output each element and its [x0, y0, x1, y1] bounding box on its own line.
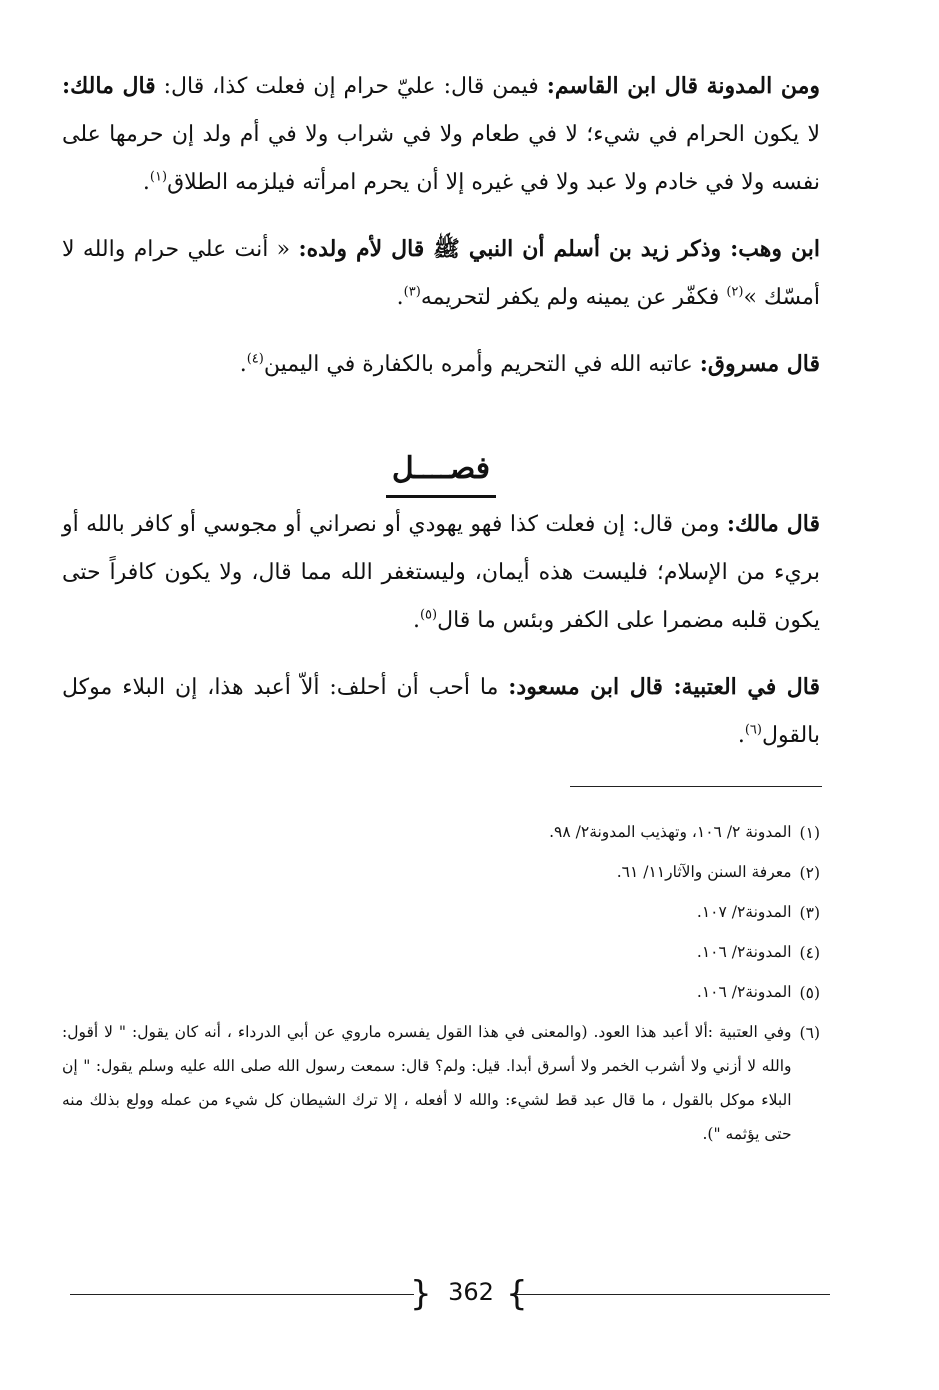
left-bracket: { — [410, 1274, 432, 1314]
footnote-number: (١) — [799, 824, 820, 842]
footnote-item — [62, 935, 820, 971]
paragraph-ibn-wahb: ابن وهب: وذكر زيد بن أسلم أن النبي ﷺ قال لأم ولده: « أنت علي حرام والله لا أمسّك »$^{(٢)}$ فكفّر عن يمينه ولم يكفر لتحريمه$^{(٣)}$. — [62, 236, 820, 310]
paragraph-mudawwana: ومن المدونة قال ابن القاسم: فيمن قال: عليّ حرام إن فعلت كذا، قال: قال مالك: لا يكون الحرام في شيء؛ لا في طعام ولا في شراب ولا في أم ولد إن حرمها على نفسه ولا في خادم ولا عبد ولا في غيره إلا أن يحرم امرأته فيلزمه الطلاق$^{(١)}$. — [62, 73, 820, 195]
paragraph-utbiyya: قال في العتبية: قال ابن مسعود: ما أحب أن أحلف: ألاّ أعبد هذا، إن البلاء موكل بالقول$^{(٦)}$. — [62, 674, 820, 748]
paragraph-text: « أنت علي حرام والله لا أمسّك » — [62, 237, 820, 310]
footnote-item — [62, 1015, 820, 1151]
footer-rule — [70, 1294, 414, 1295]
paragraph-text: فيمن قال: عليّ حرام إن فعلت كذا، قال: — [155, 74, 547, 99]
footnote-number: (٦) — [799, 1024, 820, 1042]
footer-rule — [514, 1294, 830, 1295]
speaker-label: قال مالك: — [62, 73, 156, 99]
footnote-ref[interactable]: (٥) — [419, 607, 438, 623]
footnote-ref[interactable]: (١) — [149, 169, 168, 185]
footnote-number: (٥) — [799, 984, 820, 1002]
page-footer — [70, 1274, 830, 1314]
footnote-number: (٣) — [799, 904, 820, 922]
footnote-text: المدونة٢/ ١٠٦. — [696, 983, 792, 1001]
speaker-label: ابن وهب: وذكر زيد بن أسلم أن النبي ﷺ قال لأم ولده: — [298, 236, 820, 262]
footnote-text: وفي العتبية :ألا أعبد هذا العود. (والمعنى في هذا القول يفسره ماروي عن أبي الدرداء ، أنه كان يقول: " لا أقول: والله لا أزني ولا أشرب الخمر ولا أسرق أبدا. قيل: ولم؟ قال: سمعت رسول الله صلى الله عليه وسلم يقول: " إن البلاء موكل بالقول ، ما قال عبد قط لشيء: والله لا أفعله ، إلا ترك الشيطان كل شيء من عمله وولع بذلك منه حتى يؤثمه "). — [62, 1023, 792, 1143]
paragraph-text: ما أحب أن أحلف: ألاّ أعبد هذا، إن البلاء موكل بالقول — [62, 675, 820, 748]
main-text — [62, 62, 820, 778]
footnote-item — [62, 815, 820, 851]
paragraph-text: لا يكون الحرام في شيء؛ لا في طعام ولا في شراب ولا في أم ولد إن حرمها على نفسه ولا في خادم ولا عبد ولا في غيره إلا أن يحرم امرأته فيلزمه الطلاق — [62, 122, 820, 195]
footnote-ref[interactable]: (٦) — [744, 722, 762, 738]
footnote-text: المدونة ٢/ ١٠٦، وتهذيب المدونة٢/ ٩٨. — [549, 823, 792, 841]
footnote-number: (٤) — [799, 944, 820, 962]
footnote-item — [62, 975, 820, 1011]
speaker-label: قال مالك: — [726, 511, 820, 537]
section-heading: فصــــل — [62, 445, 820, 498]
footnotes — [62, 815, 820, 1155]
page-number: 362 — [448, 1278, 494, 1306]
paragraph-text: فكفّر عن يمينه ولم يكفر لتحريمه — [420, 285, 727, 310]
speaker-label: قال في العتبية: قال ابن مسعود: — [508, 674, 820, 700]
footnote-text: معرفة السنن والآثار١١/ ٦١. — [616, 863, 792, 881]
footnote-separator — [570, 786, 822, 787]
paragraph-masruq: قال مسروق: عاتبه الله في التحريم وأمره بالكفارة في اليمين$^{(٤)}$. — [239, 351, 820, 377]
footnote-ref[interactable]: (٣) — [403, 284, 421, 300]
footnote-number: (٢) — [799, 864, 820, 882]
paragraph-malik: قال مالك: ومن قال: إن فعلت كذا فهو يهودي أو نصراني أو مجوسي أو كافر بالله أو بريء من الإسلام؛ فليست هذه أيمان، وليستغفر الله مما قال، ولا يكون كافراً حتى يكون قلبه مضمرا على الكفر وبئس ما قال$^{(٥)}$. — [62, 511, 820, 633]
footnote-item — [62, 895, 820, 931]
footnote-ref[interactable]: (٤) — [246, 351, 264, 367]
speaker-label: قال مسروق: — [699, 351, 820, 377]
paragraph-text: عاتبه الله في التحريم وأمره بالكفارة في اليمين — [263, 352, 700, 377]
footnote-item — [62, 855, 820, 891]
speaker-label: ومن المدونة قال ابن القاسم: — [546, 73, 820, 99]
footnote-text: المدونة٢/ ١٠٦. — [696, 943, 792, 961]
footnote-text: المدونة٢/ ١٠٧. — [696, 903, 792, 921]
paragraph-text: ومن قال: إن فعلت كذا فهو يهودي أو نصراني أو مجوسي أو كافر بالله أو بريء من الإسلام؛ فليست هذه أيمان، وليستغفر الله مما قال، ولا يكون كافراً حتى يكون قلبه مضمرا على الكفر وبئس ما قال — [62, 512, 820, 633]
right-bracket: } — [506, 1274, 528, 1314]
footnote-ref[interactable]: (٢) — [726, 284, 744, 300]
